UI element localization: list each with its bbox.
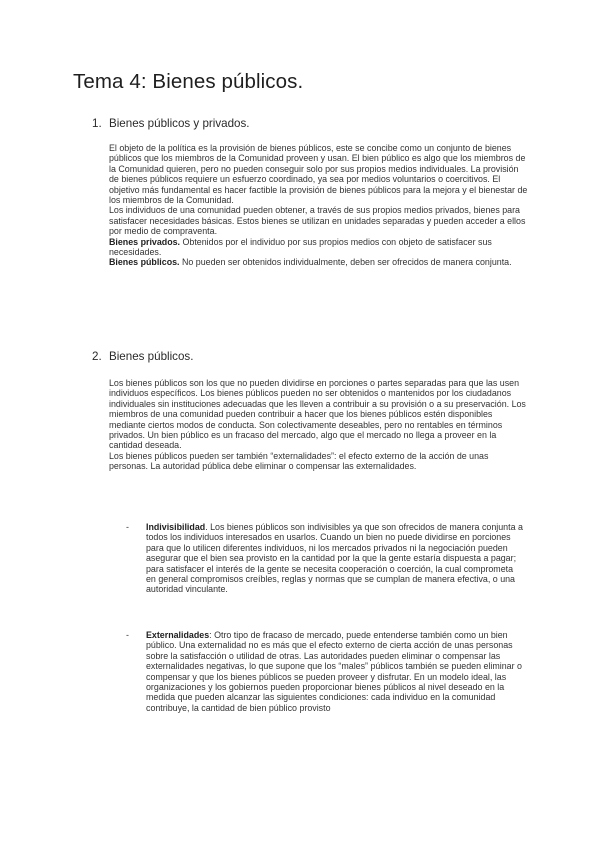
- section-heading-1: [92, 117, 250, 130]
- section-number: 2.: [92, 350, 102, 363]
- section-heading-2: [92, 350, 193, 363]
- bullet-dash: -: [126, 630, 129, 640]
- definition-term: Bienes públicos.: [109, 257, 180, 268]
- bullet-term: Indivisibilidad: [146, 522, 206, 532]
- section-title: Bienes públicos y privados.: [109, 117, 250, 130]
- definition-item: [109, 257, 529, 267]
- section-title: Bienes públicos.: [109, 350, 194, 363]
- bullet-item-indivisibilidad: [126, 522, 524, 595]
- definition-text: Obtenidos por el individuo por sus propios medios con objeto de satisfacer sus necesidades.: [109, 236, 492, 258]
- section-1-body: [109, 143, 529, 268]
- paragraph: Los bienes públicos son los que no pueden dividirse en porciones o partes separadas para que las usen individuos específicos. Los bienes públicos pueden no ser obtenidos o mantenidos por los ciudadanos individuales sin instituciones adecuadas que les lleven a contribuir a su provisión o a su preservación. Los miembros de una comunidad pueden contribuir a hacer que los bienes públicos estén disponibles mediante ciertos modos de conducta. Son colectivamente deseables, pero no rentables en términos privados. Un bien público es un fracaso del mercado, algo que el mercado no llega a proveer en la cantidad deseada.: [109, 378, 526, 451]
- bullet-body: : Otro tipo de fracaso de mercado, puede entenderse también como un bien público. Una externalidad no es más que el efecto externo de cierta acción de unas personas sobre la satisfacción o utilidad de otras. Las autoridades pueden eliminar o compensar las externalidades negativas, lo que supone que los “males” públicos también se pueden eliminar o compensar y que los bienes públicos se pueden proveer y disfrutar. En un modelo ideal, las organizaciones y los gobiernos pueden proporcionar bienes públicos al nivel deseado en la medida que pueden alcanzar las siguientes condiciones: cada individuo en la comunidad contribuye, la cantidad de bien público provisto: [146, 630, 522, 713]
- section-2-body: [109, 378, 529, 472]
- definition-item: [109, 237, 529, 258]
- section-number: 1.: [92, 117, 102, 130]
- bullet-term: Externalidades: [146, 630, 210, 640]
- paragraph: Los individuos de una comunidad pueden obtener, a través de sus propios medios privados, bienes para satisfacer necesidades básicas. Estos bienes se utilizan en unidades separadas y pueden acceder a ellos por medio de compraventa.: [109, 205, 526, 237]
- bullet-dash: -: [126, 522, 129, 532]
- bullet-item-externalidades: [126, 630, 524, 713]
- page-title: Tema 4: Bienes públicos.: [73, 70, 304, 93]
- definition-text: No pueden ser obtenidos individualmente, deben ser ofrecidos de manera conjunta.: [179, 257, 512, 268]
- definition-term: Bienes privados.: [109, 236, 181, 247]
- bullet-text: [146, 522, 524, 595]
- bullet-text: [146, 630, 524, 713]
- paragraph: Los bienes públicos pueden ser también “externalidades”: el efecto externo de la acción de unas personas. La autoridad pública debe eliminar o compensar las externalidades.: [109, 450, 489, 472]
- bullet-body: . Los bienes públicos son indivisibles ya que son ofrecidos de manera conjunta a todos los individuos interesados en usarlos. Cuando un bien no puede dividirse en porciones para que lo utilicen diferentes individuos, ni los mercados privados ni la negociación pueden asegurar que el bien sea provisto en la cantidad por la que la gente estaría dispuesta a pagar; para satisfacer el interés de la gente se necesita cooperación o coerción, la cual comprometa en general compromisos creíbles, reglas y normas que se cumplan de manera efectiva, o una autoridad vinculante.: [146, 522, 523, 595]
- paragraph: El objeto de la política es la provisión de bienes públicos, este se concibe como un conjunto de bienes públicos que los miembros de la Comunidad proveen y usan. El bien público es algo que los miembros de la Comunidad quieren, pero no pueden conseguir solo por sus propios medios individuales. La provisión de bienes públicos requiere un esfuerzo coordinado, ya sea por medios voluntarios o coercitivos. El objetivo más fundamental es hacer factible la provisión de bienes públicos para la mejora y el bienestar de los miembros de la Comunidad.: [109, 143, 528, 206]
